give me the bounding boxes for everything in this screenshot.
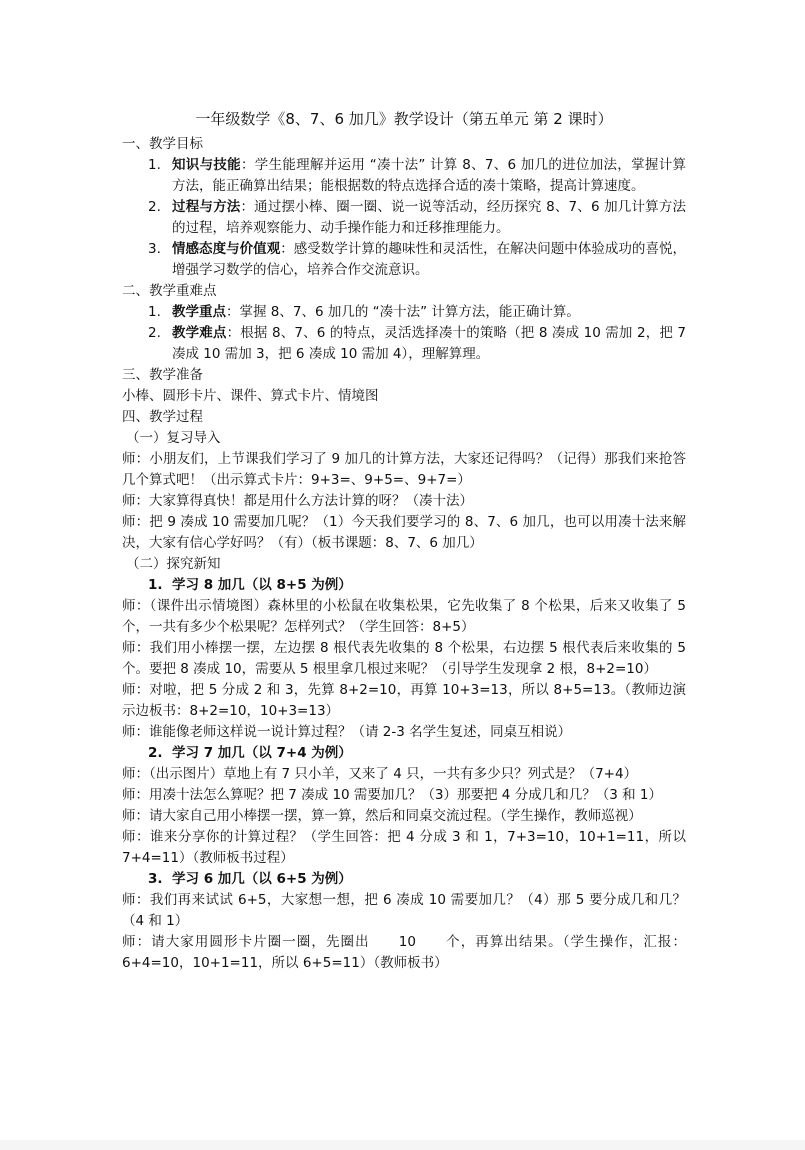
paragraph: 师：请大家用圆形卡片圈一圈，先圈出 10 个，再算出结果。（学生操作，汇报：6+4=10，10+1=11，所以 6+5=11）（教师板书） (122, 934, 686, 971)
paragraph: 师：我们再来试试 6+5，大家想一想，把 6 凑成 10 需要加几？（4）那 5 要分成几和几？（4 和 1） (122, 892, 686, 929)
document-title: 一年级数学《8、7、6 加几》教学设计（第五单元 第 2 课时） (195, 110, 613, 128)
item-label: 知识与技能 (172, 157, 241, 173)
item-text: ：掌握 8、7、6 加几的 “凑十法” 计算方法，能正确计算。 (226, 304, 580, 320)
item-text: ：根据 8、7、6 的特点，灵活选择凑十的策略（把 8 凑成 10 需加 2，把 7 凑成 10 需加 3，把 6 凑成 10 需加 4），理解算理。 (172, 325, 687, 362)
paragraph: 师：大家算得真快！都是用什么方法计算的呀？（凑十法） (122, 493, 473, 509)
step-title: 学习 7 加几（以 7+4 为例） (172, 745, 352, 761)
step-number: 2. (148, 745, 163, 761)
item-label: 情感态度与价值观 (172, 241, 281, 257)
step-heading (148, 869, 686, 890)
paragraph: 师：谁能像老师这样说一说计算过程？（请 2-3 名学生复述，同桌互相说） (122, 724, 572, 740)
key-points-list (122, 302, 686, 365)
step-heading (148, 575, 686, 596)
paragraph: 师：我们用小棒摆一摆，左边摆 8 根代表先收集的 8 个松果，右边摆 5 根代表后来收集的 5 个。要把 8 凑成 10，需要从 5 根里拿几根过来呢？（引导学生发现拿 2 根，8+2=10） (122, 640, 686, 677)
step-number: 3. (148, 871, 163, 887)
list-item (122, 155, 686, 197)
step-heading (148, 743, 686, 764)
paragraph: 师：谁来分享你的计算过程？（学生回答：把 4 分成 3 和 1，7+3=10，10+1=11，所以 7+4=11）（教师板书过程） (122, 829, 686, 866)
section-teaching-goals-heading: 一、教学目标 (122, 136, 203, 152)
item-text: ：学生能理解并运用 “凑十法” 计算 8、7、6 加几的进位加法，掌握计算方法，能正确算出结果；能根据数的特点选择合适的凑十策略，提高计算速度。 (172, 157, 686, 194)
preparation-text: 小棒、圆形卡片、课件、算式卡片、情境图 (122, 388, 379, 404)
list-item (122, 323, 686, 365)
step-title: 学习 6 加几（以 6+5 为例） (172, 871, 352, 887)
paragraph: 师：对啦，把 5 分成 2 和 3，先算 8+2=10，再算 10+3=13，所以 8+5=13。（教师边演示边板书：8+2=10，10+3=13） (122, 682, 686, 719)
item-label: 过程与方法 (172, 199, 241, 215)
explore-heading: （二）探究新知 (126, 556, 221, 572)
list-number: 1. (148, 157, 161, 173)
paragraph: 师：请大家自己用小棒摆一摆，算一算，然后和同桌交流过程。（学生操作，教师巡视） (122, 808, 642, 824)
step-title: 学习 8 加几（以 8+5 为例） (172, 577, 352, 593)
list-number: 2. (148, 325, 161, 341)
step-number: 1. (148, 577, 163, 593)
item-label: 教学重点 (172, 304, 226, 320)
section-process-heading: 四、教学过程 (122, 409, 203, 425)
document-content (122, 108, 686, 974)
list-item (122, 239, 686, 281)
paragraph: 师：（出示图片）草地上有 7 只小羊，又来了 4 只，一共有多少只？列式是？（7+4） (122, 766, 638, 782)
paragraph: 师：用凑十法怎么算呢？把 7 凑成 10 需要加几？（3）那要把 4 分成几和几？（3 和 1） (122, 787, 662, 803)
list-item (122, 302, 686, 323)
review-heading: （一）复习导入 (126, 430, 221, 446)
item-label: 教学难点 (172, 325, 227, 341)
item-text: ：通过摆小棒、圈一圈、说一说等活动，经历探究 8、7、6 加几计算方法的过程，培养观察能力、动手操作能力和迁移推理能力。 (172, 199, 687, 236)
list-number: 2. (148, 199, 161, 215)
teaching-goals-list (122, 155, 686, 281)
list-item (122, 197, 686, 239)
section-key-points-heading: 二、教学重难点 (122, 283, 217, 299)
section-preparation-heading: 三、教学准备 (122, 367, 203, 383)
paragraph: 师：（课件出示情境图）森林里的小松鼠在收集松果，它先收集了 8 个松果，后来又收集了 5 个，一共有多少个松果呢？怎样列式？（学生回答：8+5） (122, 598, 686, 635)
paragraph: 师：小朋友们，上节课我们学习了 9 加几的计算方法，大家还记得吗？（记得）那我们来抢答几个算式吧！（出示算式卡片：9+3=、9+5=、9+7=） (122, 451, 686, 488)
item-text: ：感受数学计算的趣味性和灵活性，在解决问题中体验成功的喜悦，增强学习数学的信心，培养合作交流意识。 (172, 241, 687, 278)
list-number: 1. (148, 304, 161, 320)
list-number: 3. (148, 241, 161, 257)
paragraph: 师：把 9 凑成 10 需要加几呢？（1）今天我们要学习的 8、7、6 加几，也可以用凑十法来解决，大家有信心学好吗？（有）（板书课题：8、7、6 加几） (122, 514, 686, 551)
